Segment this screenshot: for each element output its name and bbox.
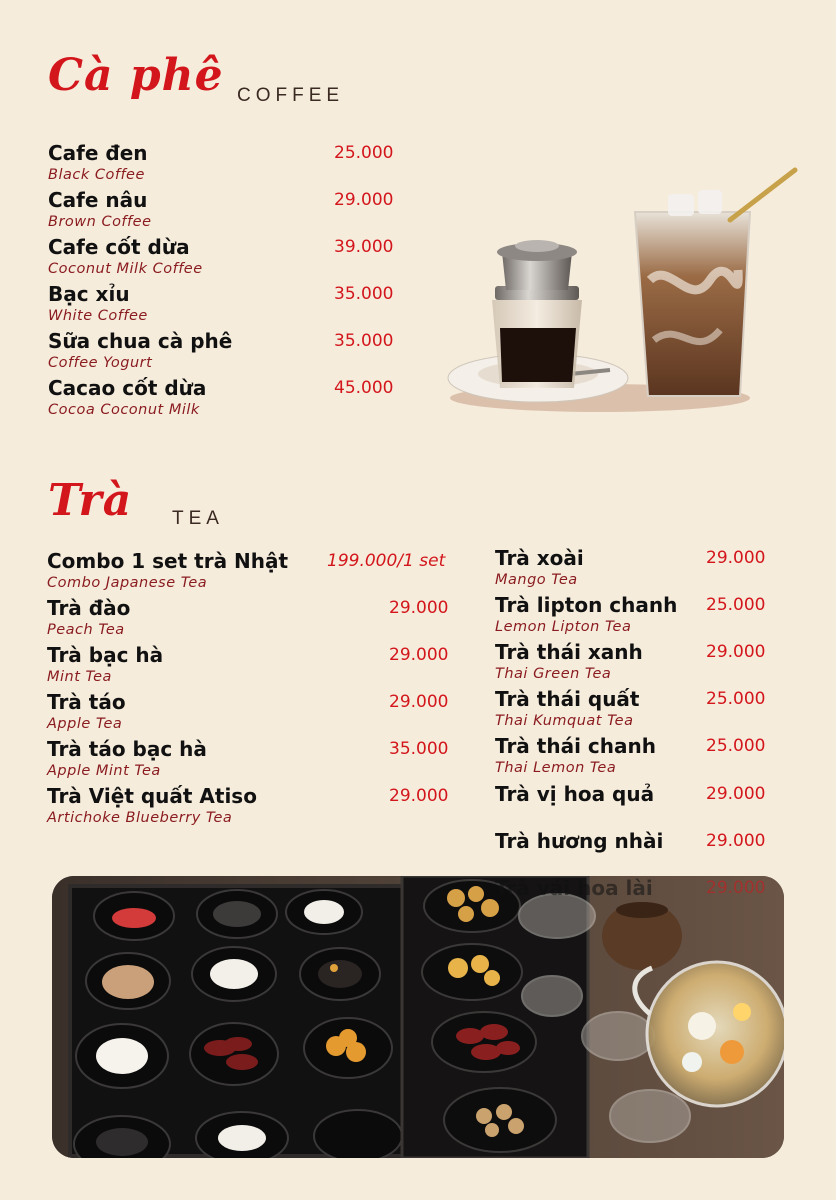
menu-item-tra-lipton-chanh <box>495 593 785 637</box>
item-price: 25.000 <box>706 689 766 709</box>
item-name: Trà lipton chanh <box>495 593 678 617</box>
item-price: 29.000 <box>706 548 766 568</box>
item-english-name: Brown Coffee <box>48 214 152 230</box>
menu-item-tra-viet-quat-atiso <box>47 784 465 828</box>
item-english-name: Combo Japanese Tea <box>47 575 208 591</box>
item-name: Bạc xỉu <box>48 282 130 306</box>
menu-item-tra-thai-xanh <box>495 640 785 684</box>
straw <box>730 170 795 220</box>
item-price: 25.000 <box>706 736 766 756</box>
item-name: Trà Việt quất Atiso <box>47 784 257 808</box>
item-name: Trà táo bạc hà <box>47 737 207 761</box>
item-english-name: Cocoa Coconut Milk <box>48 402 200 418</box>
tea-subtitle: TEA <box>172 508 224 529</box>
item-name: Trà bạc hà <box>47 643 164 667</box>
menu-item-cafe-cot-dua <box>48 235 408 279</box>
item-name: Sữa chua cà phê <box>48 329 233 353</box>
item-name: Trà hương nhài <box>495 829 664 853</box>
menu-item-tra-thai-chanh <box>495 734 785 778</box>
item-price: 35.000 <box>389 739 449 759</box>
menu-item-sua-chua-ca-phe <box>48 329 408 373</box>
item-english-name: Coconut Milk Coffee <box>48 261 203 277</box>
menu-item-tra-vai-hoa-lai <box>495 876 785 900</box>
menu-item-tra-bac-ha <box>47 643 465 687</box>
item-price: 29.000 <box>389 598 449 618</box>
item-price: 35.000 <box>334 284 394 304</box>
item-price: 29.000 <box>706 831 766 851</box>
item-price: 199.000/1 set <box>327 551 446 571</box>
item-english-name: Apple Tea <box>47 716 123 732</box>
menu-item-tra-xoai <box>495 546 785 590</box>
glass-teapot <box>647 962 784 1106</box>
menu-item-tra-vi-hoa-qua <box>495 782 785 806</box>
item-name: Trà táo <box>47 690 126 714</box>
item-english-name: White Coffee <box>48 308 148 324</box>
menu-item-cafe-nau <box>48 188 408 232</box>
item-price: 29.000 <box>706 784 766 804</box>
item-price: 29.000 <box>706 642 766 662</box>
item-english-name: Thai Green Tea <box>495 666 612 682</box>
item-english-name: Coffee Yogurt <box>48 355 153 371</box>
menu-item-tra-tao <box>47 690 465 734</box>
item-english-name: Mint Tea <box>47 669 112 685</box>
iced-coffee-glass <box>635 212 750 396</box>
item-price: 39.000 <box>334 237 394 257</box>
item-english-name: Peach Tea <box>47 622 125 638</box>
item-english-name: Thai Lemon Tea <box>495 760 617 776</box>
item-english-name: Thai Kumquat Tea <box>495 713 634 729</box>
item-price: 29.000 <box>389 786 449 806</box>
menu-item-tra-thai-quat <box>495 687 785 731</box>
item-price: 45.000 <box>334 378 394 398</box>
tea-set-photo <box>52 876 784 1158</box>
tea-set-illustration <box>52 876 784 1158</box>
menu-item-bac-xiu <box>48 282 408 326</box>
item-price: 25.000 <box>706 595 766 615</box>
item-english-name: Black Coffee <box>48 167 145 183</box>
item-price: 35.000 <box>334 331 394 351</box>
item-english-name: Mango Tea <box>495 572 578 588</box>
menu-item-cafe-den <box>48 141 408 185</box>
item-name: Trà thái xanh <box>495 640 643 664</box>
menu-item-tra-tao-bac-ha <box>47 737 465 781</box>
item-name: Trà thái chanh <box>495 734 656 758</box>
item-name: Cafe đen <box>48 141 148 165</box>
item-name: Trà đào <box>47 596 131 620</box>
coffee-title: Cà phê <box>48 50 224 101</box>
item-price: 29.000 <box>389 692 449 712</box>
item-name: Trà vị hoa quả <box>495 782 655 806</box>
item-english-name: Apple Mint Tea <box>47 763 161 779</box>
item-english-name: Artichoke Blueberry Tea <box>47 810 233 826</box>
item-english-name: Lemon Lipton Tea <box>495 619 632 635</box>
item-price: 29.000 <box>389 645 449 665</box>
item-name: Trà xoài <box>495 546 584 570</box>
menu-item-tra-huong-nhai <box>495 829 785 853</box>
item-price: 29.000 <box>334 190 394 210</box>
tea-title: Trà <box>48 475 133 526</box>
coffee-subtitle: COFFEE <box>237 85 345 106</box>
coffee-drinks-image <box>440 160 810 420</box>
item-name: Combo 1 set trà Nhật <box>47 549 289 573</box>
item-name: Cafe cốt dừa <box>48 235 190 259</box>
item-name: Trà vải hoa lài <box>495 876 653 900</box>
menu-item-tra-dao <box>47 596 465 640</box>
item-name: Cafe nâu <box>48 188 148 212</box>
item-name: Cacao cốt dừa <box>48 376 207 400</box>
item-price: 29.000 <box>706 878 766 898</box>
menu-item-combo-tra-nhat <box>47 549 465 593</box>
item-price: 25.000 <box>334 143 394 163</box>
menu-item-cacao-cot-dua <box>48 376 408 420</box>
item-name: Trà thái quất <box>495 687 640 711</box>
